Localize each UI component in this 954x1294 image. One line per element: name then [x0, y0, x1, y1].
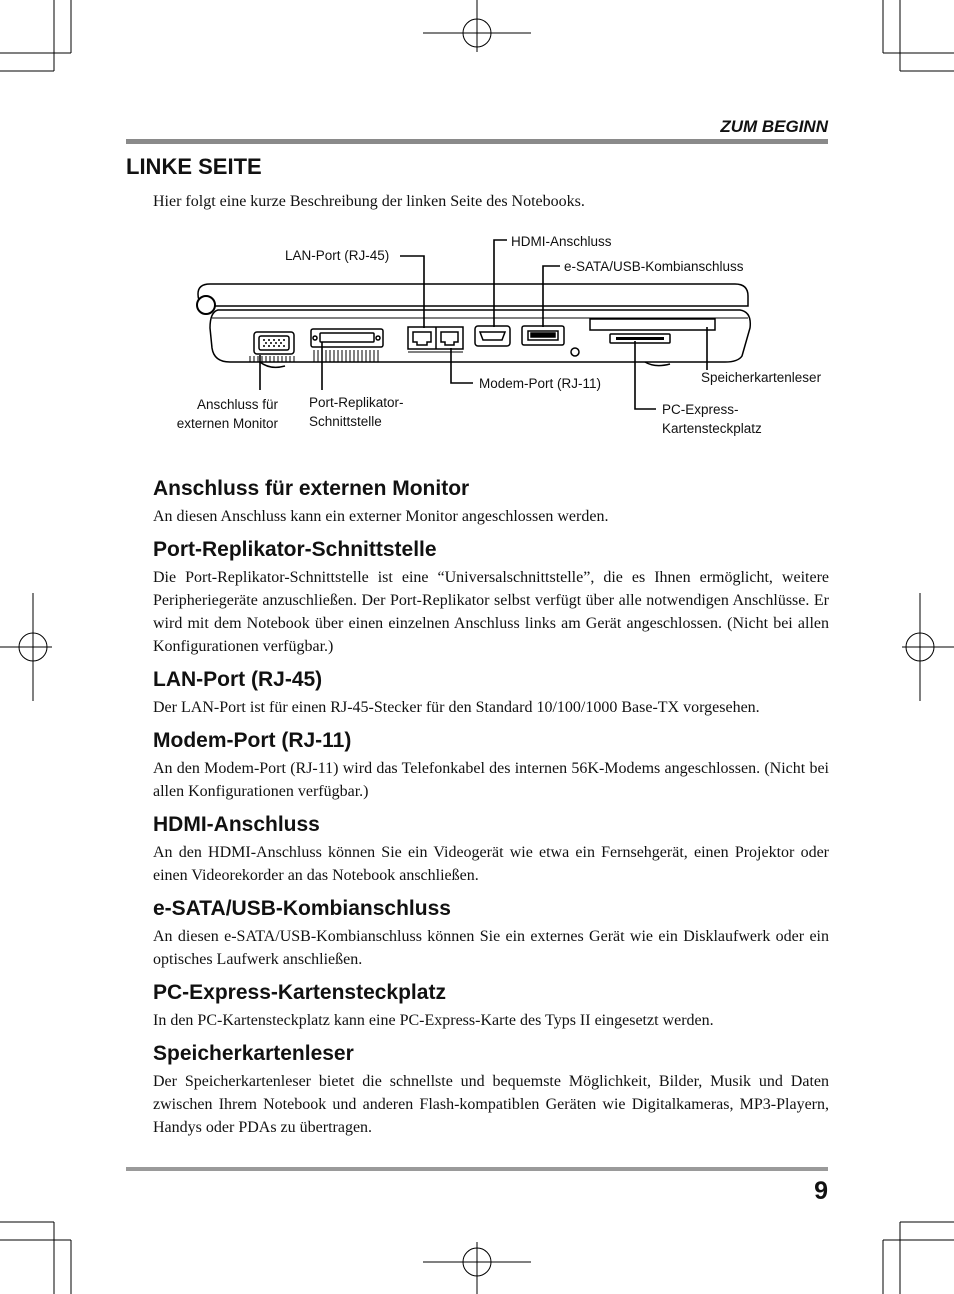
label-pcexpress-line2: Kartensteckplatz [662, 421, 762, 436]
label-monitor [150, 395, 278, 433]
header-rule [126, 139, 828, 144]
item-text-modem: An den Modem-Port (RJ-11) wird das Telefonkabel des internen 56K-Modems angeschlossen. (Nicht bei allen Konfigurationen verfügbar.) [153, 760, 829, 800]
item-title-monitor: Anschluss für externen Monitor [153, 477, 470, 500]
label-port-replicator [309, 393, 404, 431]
item-text-lan: Der LAN-Port ist für einen RJ-45-Stecker für den Standard 10/100/1000 Base-TX vorgesehen. [153, 699, 760, 716]
item-title-card-reader: Speicherkartenleser [153, 1042, 354, 1065]
footer-rule [126, 1167, 828, 1171]
item-title-port-replicator: Port-Replikator-Schnittstelle [153, 538, 437, 561]
section-title: LINKE SEITE [126, 154, 262, 179]
label-pc-express [662, 400, 762, 438]
item-text-esata: An diesen e-SATA/USB-Kombianschluss können Sie ein externes Gerät wie ein Disklaufwerk oder ein optisches Laufwerk anschließen. [153, 928, 829, 968]
section-intro: Hier folgt eine kurze Beschreibung der linken Seite des Notebooks. [153, 193, 585, 210]
label-replicator-line2: Schnittstelle [309, 414, 382, 429]
label-monitor-line2: externen Monitor [176, 416, 278, 431]
label-lan-port: LAN-Port (RJ-45) [285, 248, 390, 263]
item-title-esata: e-SATA/USB-Kombianschluss [153, 897, 451, 920]
item-text-pc-express: In den PC-Kartensteckplatz kann eine PC-Express-Karte des Typs II eingesetzt werden. [153, 1012, 714, 1029]
label-pcexpress-line1: PC-Express- [662, 402, 739, 417]
item-title-lan: LAN-Port (RJ-45) [153, 668, 323, 691]
item-title-modem: Modem-Port (RJ-11) [153, 729, 352, 752]
port-descriptions [153, 475, 829, 1147]
label-monitor-line1: Anschluss für [196, 397, 278, 412]
label-card-reader: Speicherkartenleser [701, 370, 822, 385]
item-title-pc-express: PC-Express-Kartensteckplatz [153, 981, 446, 1004]
item-text-port-replicator: Die Port-Replikator-Schnittstelle ist eine “Universalschnittstelle”, die es Ihnen ermöglicht, weitere Peripheriegeräte anzuschließen. Der Port-Replikator selbst verfügt über alle notwendigen Anschlüsse. Er wird mit dem Notebook über einen einzelnen Anschluss links am Gerät angeschlossen. (Nicht bei allen Konfigurationen verfügbar.) [153, 569, 829, 655]
item-text-card-reader: Der Speicherkartenleser bietet die schnellste und bequemste Möglichkeit, Bilder, Musik und Daten zwischen Ihrem Notebook und anderen Flash-kompatiblen Geräten wie Digitalkameras, MP3-Playern, Handys oder PDAs zu übertragen. [153, 1073, 829, 1136]
item-text-hdmi: An den HDMI-Anschluss können Sie ein Videogerät wie etwa ein Fernsehgerät, einen Projektor oder einen Videorekorder an das Notebook anschließen. [153, 844, 829, 884]
chapter-header: ZUM BEGINN [720, 117, 828, 136]
label-replicator-line1: Port-Replikator- [309, 395, 404, 410]
label-hdmi: HDMI-Anschluss [511, 234, 612, 249]
label-modem-port: Modem-Port (RJ-11) [479, 376, 602, 391]
item-title-hdmi: HDMI-Anschluss [153, 813, 320, 836]
page-number: 9 [814, 1177, 828, 1205]
label-esata-usb: e-SATA/USB-Kombianschluss [564, 259, 744, 274]
item-text-monitor: An diesen Anschluss kann ein externer Monitor angeschlossen werden. [153, 508, 609, 525]
